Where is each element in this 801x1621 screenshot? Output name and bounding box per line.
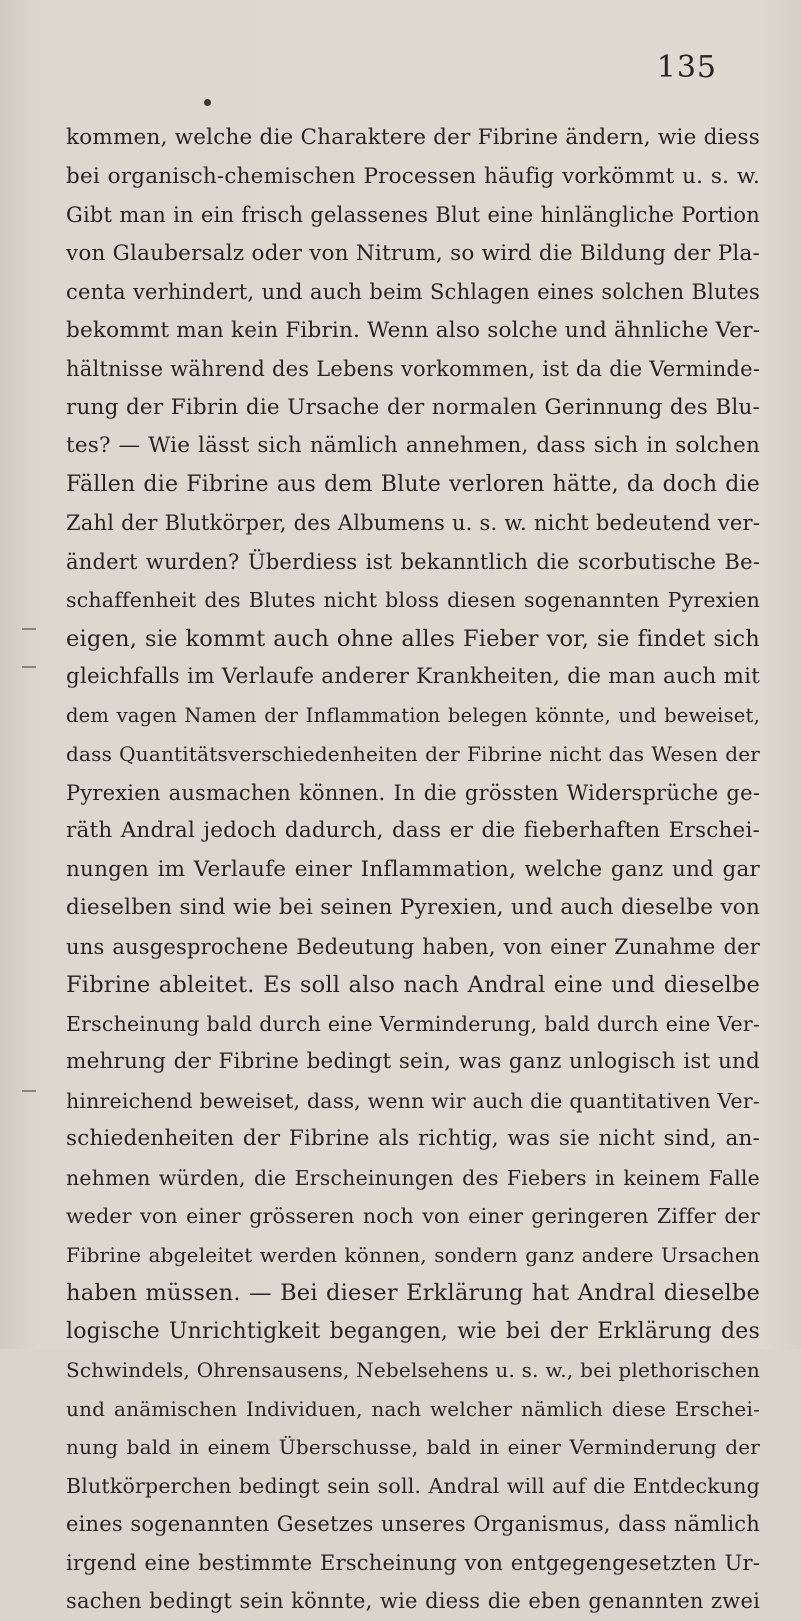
text-line: schiedenheiten der Fibrine als richtig, was sie nicht sind, an- bbox=[66, 1126, 760, 1151]
text-line: weder von einer grösseren noch von einer geringeren Ziffer der bbox=[66, 1204, 760, 1228]
text-line: dieselben sind wie bei seinen Pyrexien, und auch dieselbe von bbox=[66, 895, 760, 920]
text-line: Zahl der Blutkörper, des Albumens u. s. w. nicht bedeutend ver- bbox=[66, 511, 760, 535]
page-number: 135 bbox=[656, 50, 717, 85]
text-line: haben müssen. — Bei dieser Erklärung hat Andral dieselbe bbox=[66, 1280, 760, 1306]
text-line: uns ausgesprochene Bedeutung haben, von einer Zunahme der bbox=[66, 934, 760, 959]
margin-mark bbox=[22, 666, 36, 668]
text-line: rung der Fibrin die Ursache der normalen Gerinnung des Blu- bbox=[66, 394, 760, 420]
text-line: kommen, welche die Charaktere der Fibrine ändern, wie diess bbox=[66, 125, 760, 150]
text-line: bei organisch-chemischen Processen häufig vorkömmt u. s. w. bbox=[66, 163, 760, 189]
text-line: bekommt man kein Fibrin. Wenn also solche und ähnliche Ver- bbox=[66, 317, 761, 343]
text-line: dem vagen Namen der Inflammation belegen könnte, und beweiset, bbox=[66, 703, 760, 727]
text-line: hinreichend beweiset, dass, wenn wir auch die quantitativen Ver- bbox=[66, 1088, 760, 1113]
text-line: Erscheinung bald durch eine Verminderung, bald durch eine Ver- bbox=[66, 1011, 760, 1036]
text-line: mehrung der Fibrine bedingt sein, was ganz unlogisch ist und bbox=[66, 1049, 760, 1074]
body-text bbox=[66, 119, 760, 1621]
margin-mark bbox=[22, 1090, 36, 1092]
text-line: logische Unrichtigkeit begangen, wie bei der Erklärung des bbox=[66, 1318, 760, 1344]
text-line: irgend eine bestimmte Erscheinung von entgegengesetzten Ur- bbox=[66, 1550, 760, 1575]
text-line: hältnisse während des Lebens vorkommen, ist da die Verminde- bbox=[66, 357, 760, 381]
text-line: schaffenheit des Blutes nicht bloss diesen sogenannten Pyrexien bbox=[66, 588, 760, 612]
text-line: und anämischen Individuen, nach welcher nämlich diese Erschei- bbox=[66, 1396, 760, 1421]
text-line: Gibt man in ein frisch gelassenes Blut eine hinlängliche Portion bbox=[66, 203, 760, 227]
text-line: sachen bedingt sein könnte, wie diess die eben genannten zwei bbox=[66, 1589, 760, 1613]
text-line: Pyrexien ausmachen können. In die grössten Widersprüche ge- bbox=[66, 780, 760, 805]
text-line: Fibrine ableitet. Es soll also nach Andral eine und dieselbe bbox=[66, 972, 760, 998]
text-line: räth Andral jedoch dadurch, dass er die fieberhaften Erschei- bbox=[66, 818, 760, 843]
text-line: ändert wurden? Überdiess ist bekanntlich die scorbutische Be- bbox=[66, 549, 760, 574]
text-line: gleichfalls im Verlaufe anderer Krankheiten, die man auch mit bbox=[66, 664, 760, 689]
text-line: Fibrine abgeleitet werden können, sondern ganz andere Ursachen bbox=[66, 1242, 760, 1267]
text-line: nehmen würden, die Erscheinungen des Fiebers in keinem Falle bbox=[66, 1165, 760, 1190]
text-line: Schwindels, Ohrensausens, Nebelsehens u. s. w., bei plethorischen bbox=[66, 1358, 760, 1382]
text-line: nung bald in einem Überschusse, bald in einer Verminderung der bbox=[66, 1435, 760, 1459]
text-line: eigen, sie kommt auch ohne alles Fieber vor, sie findet sich bbox=[66, 625, 760, 652]
text-line: Fällen die Fibrine aus dem Blute verloren hätte, da doch die bbox=[66, 471, 760, 497]
text-line: centa verhindert, und auch beim Schlagen eines solchen Blutes bbox=[66, 280, 760, 304]
text-line: nungen im Verlaufe einer Inflammation, welche ganz und gar bbox=[66, 856, 760, 882]
ink-spot-mark bbox=[204, 99, 211, 106]
text-line: tes? — Wie lässt sich nämlich annehmen, dass sich in solchen bbox=[66, 433, 760, 458]
text-line: dass Quantitätsverschiedenheiten der Fibrine nicht das Wesen der bbox=[66, 742, 760, 766]
margin-mark bbox=[22, 628, 36, 630]
text-line: Blutkörperchen bedingt sein soll. Andral will auf die Entdeckung bbox=[66, 1473, 760, 1498]
text-line: von Glaubersalz oder von Nitrum, so wird die Bildung der Pla- bbox=[66, 240, 760, 266]
text-line: eines sogenannten Gesetzes unseres Organismus, dass nämlich bbox=[66, 1512, 760, 1536]
